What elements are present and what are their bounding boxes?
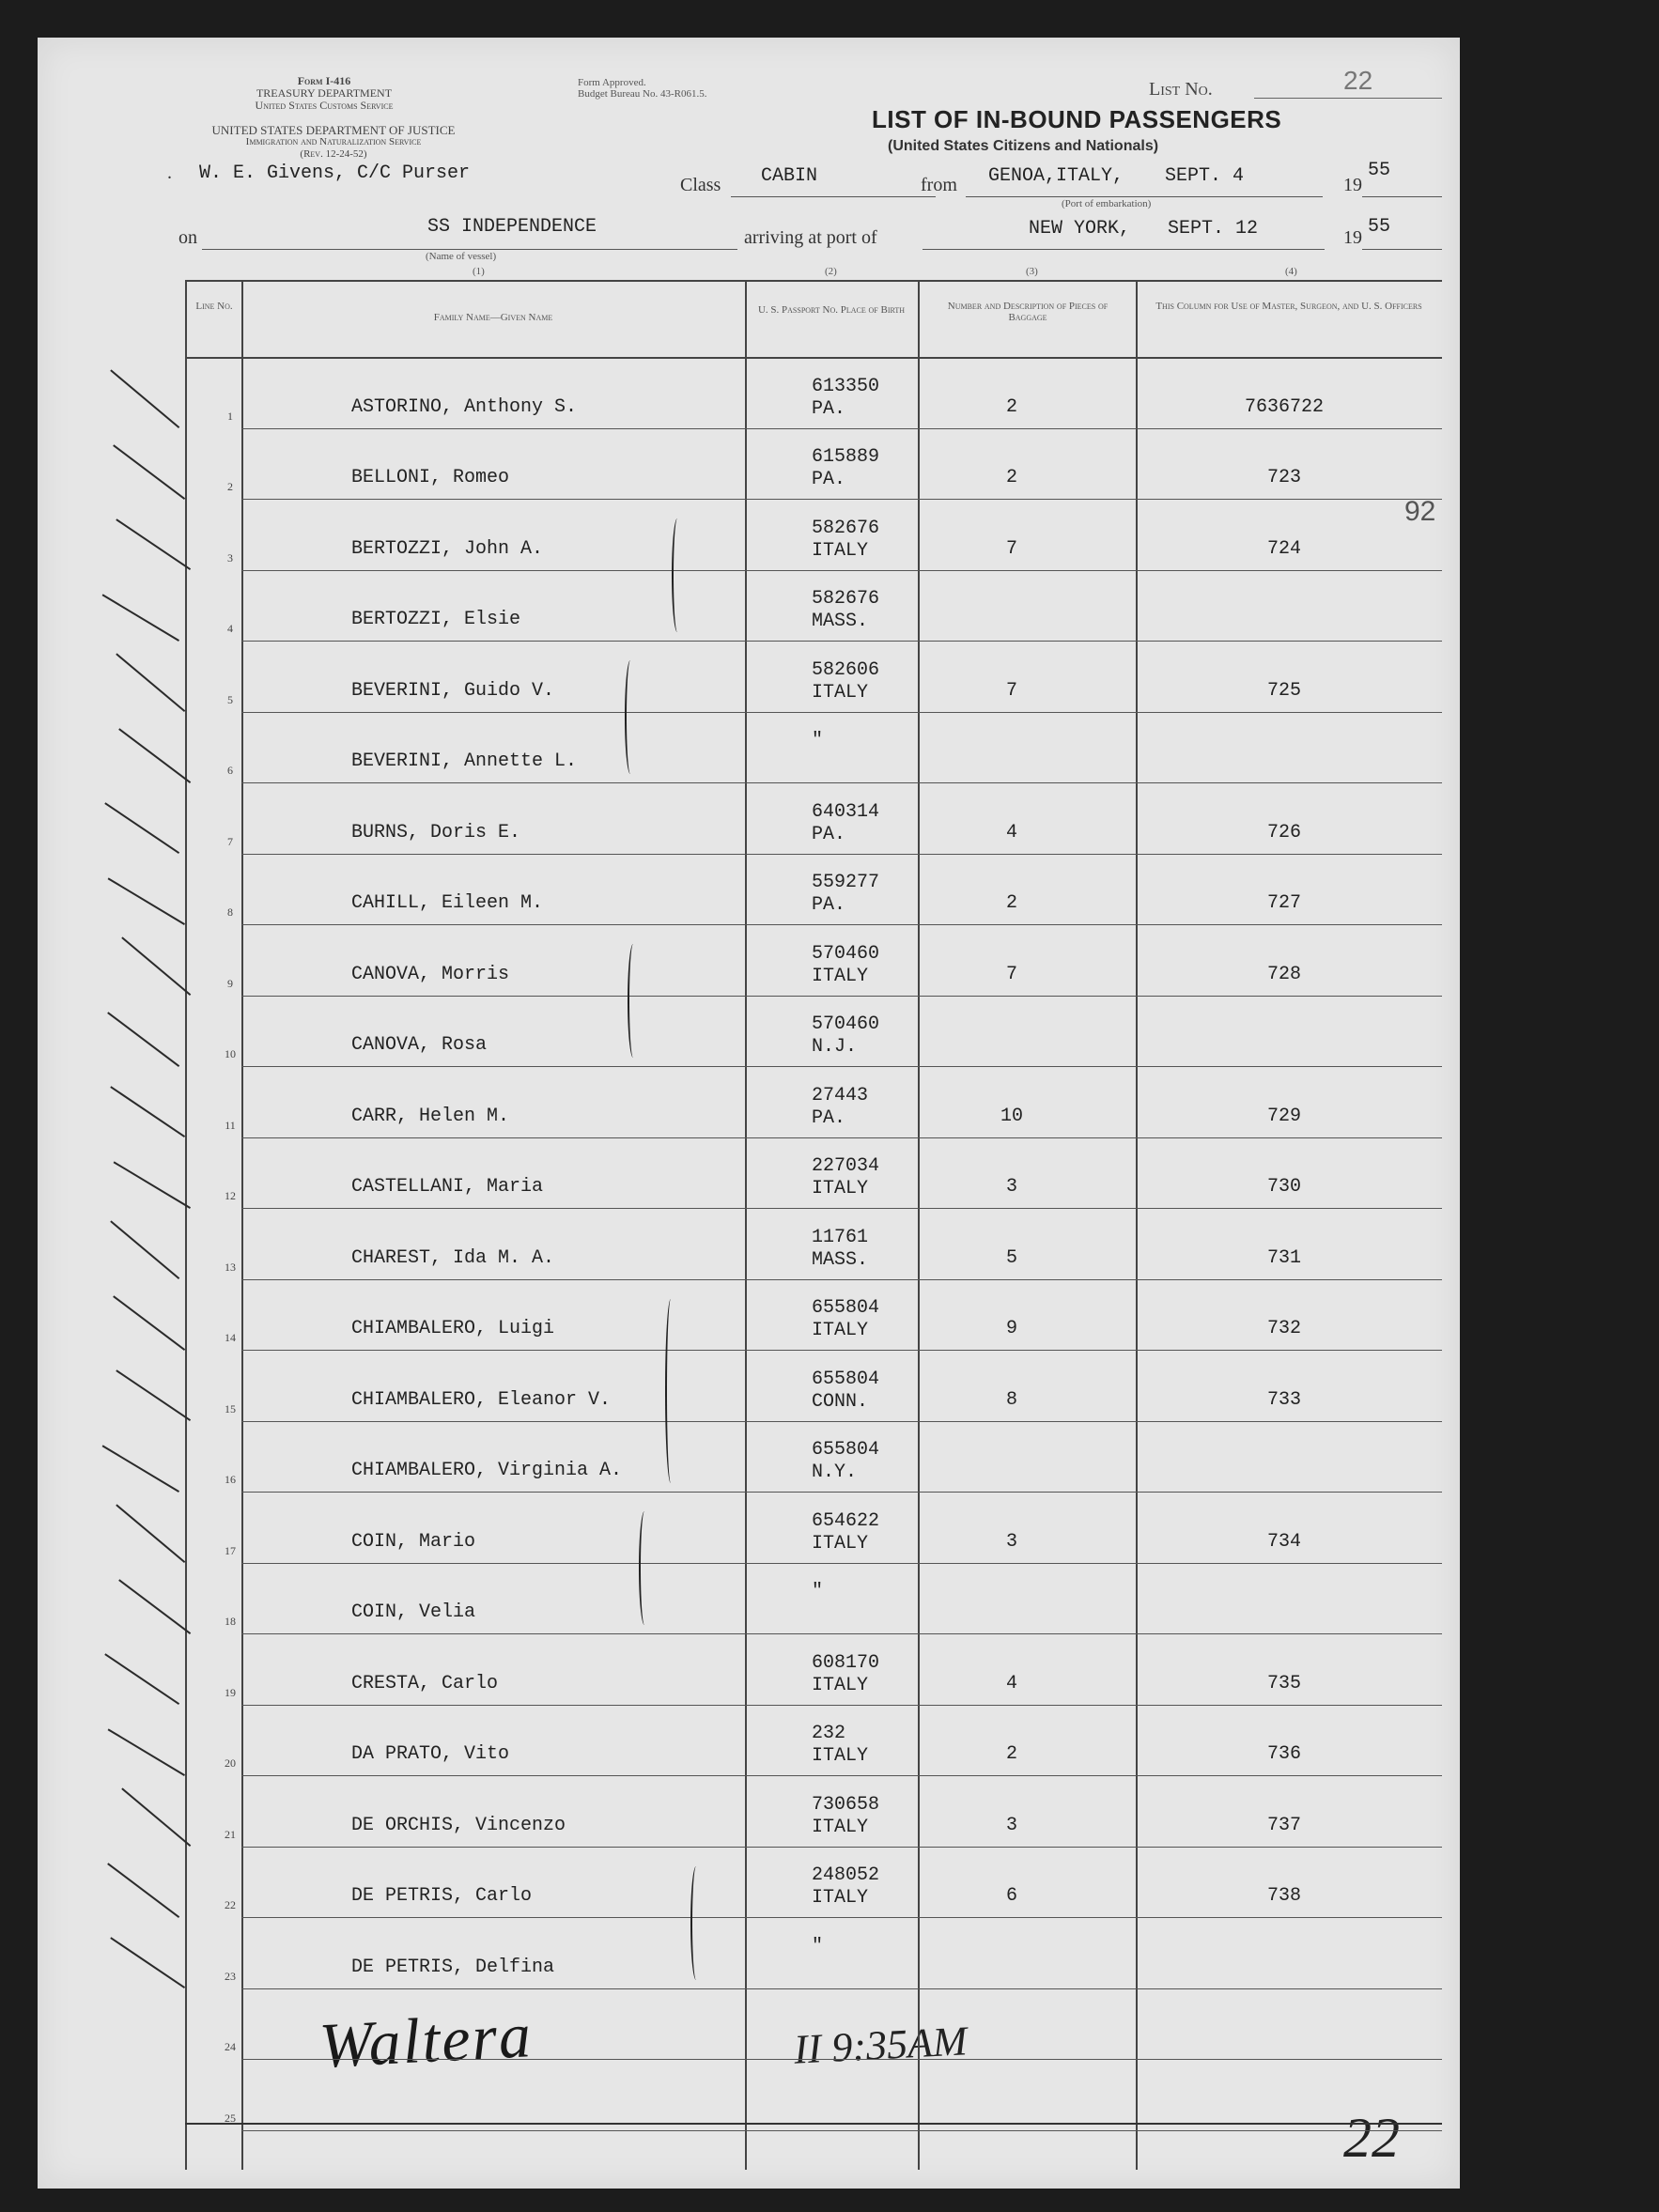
port-of-embarkation: GENOA,ITALY, bbox=[988, 165, 1124, 187]
place-of-birth: PA. bbox=[812, 469, 846, 490]
year-prefix: 19 bbox=[1343, 227, 1362, 248]
line-number: 6 bbox=[227, 764, 233, 777]
place-of-birth: MASS. bbox=[812, 1248, 869, 1271]
place-of-birth: CONN. bbox=[812, 1390, 869, 1413]
line-number: 21 bbox=[225, 1827, 236, 1841]
col-number-2: (2) bbox=[825, 266, 837, 277]
place-of-birth: N.Y. bbox=[812, 1462, 858, 1483]
officer-number: 735 bbox=[1266, 1672, 1301, 1694]
row-rule bbox=[241, 2130, 1442, 2131]
officer-number: 7636722 bbox=[1244, 395, 1324, 418]
place-of-birth: N.J. bbox=[812, 1036, 858, 1058]
baggage-count: 3 bbox=[1005, 1814, 1017, 1836]
passport-number: 232 bbox=[812, 1723, 846, 1744]
embarkation-date: SEPT. 4 bbox=[1165, 165, 1245, 187]
passport-number: 608170 bbox=[812, 1651, 880, 1674]
officer-number: 731 bbox=[1266, 1246, 1301, 1269]
baggage-count: 8 bbox=[1005, 1388, 1017, 1411]
arrival-year: 55 bbox=[1368, 216, 1391, 238]
line-number: 11 bbox=[225, 1118, 236, 1132]
bullet-dot: . bbox=[167, 162, 172, 183]
table-row bbox=[185, 1351, 1480, 1422]
baggage-count: 7 bbox=[1005, 963, 1017, 985]
family-group-bracket bbox=[639, 1511, 650, 1625]
table-row bbox=[185, 1564, 1480, 1635]
passport-number: 559277 bbox=[812, 872, 880, 893]
line-number: 25 bbox=[225, 2111, 236, 2125]
line-number: 1 bbox=[227, 409, 233, 423]
class-underline bbox=[731, 196, 936, 197]
class-value: CABIN bbox=[761, 165, 818, 187]
line-number: 8 bbox=[227, 905, 233, 919]
form-header-treasury bbox=[183, 75, 465, 112]
baggage-count: 9 bbox=[1005, 1318, 1017, 1339]
passport-number: 570460 bbox=[812, 942, 880, 965]
passport-number: " bbox=[812, 1935, 824, 1957]
place-of-birth: PA. bbox=[812, 894, 846, 916]
passport-number: 615889 bbox=[812, 446, 880, 468]
table-row bbox=[185, 1067, 1480, 1138]
officer-number: 725 bbox=[1266, 679, 1301, 702]
passport-number: 582676 bbox=[812, 588, 880, 610]
arrival-underline bbox=[923, 249, 1325, 250]
table-row bbox=[185, 1706, 1480, 1777]
baggage-count: 3 bbox=[1005, 1176, 1017, 1198]
passport-number: 570460 bbox=[812, 1013, 880, 1035]
place-of-birth: MASS. bbox=[812, 611, 869, 632]
line-number: 2 bbox=[227, 480, 233, 493]
table-row bbox=[185, 1280, 1480, 1352]
table-row bbox=[185, 642, 1480, 713]
family-group-bracket bbox=[628, 944, 639, 1058]
line-number: 5 bbox=[227, 692, 233, 706]
passenger-name: BEVERINI, Annette L. bbox=[351, 750, 578, 772]
table-row bbox=[185, 1493, 1480, 1564]
passenger-name: CHIAMBALERO, Eleanor V. bbox=[351, 1388, 612, 1411]
baggage-count: 2 bbox=[1005, 395, 1017, 418]
place-of-birth: ITALY bbox=[812, 1320, 869, 1341]
passenger-name: DA PRATO, Vito bbox=[351, 1743, 510, 1765]
table-row bbox=[185, 855, 1480, 926]
embarkation-caption: (Port of embarkation) bbox=[1062, 198, 1152, 209]
table-row bbox=[185, 1422, 1480, 1493]
passport-number: 655804 bbox=[812, 1297, 880, 1319]
table-row bbox=[185, 713, 1480, 784]
passenger-name: DE PETRIS, Carlo bbox=[351, 1885, 533, 1907]
place-of-birth: ITALY bbox=[812, 1674, 869, 1696]
place-of-birth: PA. bbox=[812, 397, 846, 420]
baggage-count: 4 bbox=[1005, 821, 1017, 843]
baggage-count: 6 bbox=[1005, 1885, 1017, 1907]
officer-number: 733 bbox=[1266, 1388, 1301, 1411]
passenger-name: BELLONI, Romeo bbox=[351, 467, 510, 488]
page-subtitle: (United States Citizens and Nationals) bbox=[888, 138, 1159, 154]
header-passport: U. S. Passport No. Place of Birth bbox=[757, 304, 906, 316]
table-row bbox=[185, 1776, 1480, 1848]
form-header-justice bbox=[183, 124, 484, 161]
table-row bbox=[185, 571, 1480, 642]
line-number: 18 bbox=[225, 1615, 236, 1628]
table-row bbox=[185, 925, 1480, 997]
line-number: 9 bbox=[227, 976, 233, 990]
customs-service: United States Customs Service bbox=[255, 99, 394, 112]
baggage-count: 7 bbox=[1005, 537, 1017, 560]
passport-number: 248052 bbox=[812, 1864, 880, 1886]
table-top-border bbox=[185, 280, 1442, 282]
budget-bureau-no: Budget Bureau No. 43-R061.5. bbox=[578, 88, 707, 100]
passenger-name: CHIAMBALERO, Virginia A. bbox=[351, 1460, 623, 1481]
passport-number: 640314 bbox=[812, 800, 880, 823]
header-line-no: Line No. bbox=[195, 301, 233, 312]
baggage-count: 10 bbox=[1000, 1105, 1023, 1127]
col-number-3: (3) bbox=[1026, 266, 1038, 277]
year-underline bbox=[1362, 196, 1442, 197]
line-number: 3 bbox=[227, 550, 233, 565]
form-approved bbox=[578, 77, 706, 100]
family-group-bracket bbox=[690, 1866, 702, 1980]
purser-name: W. E. Givens, C/C Purser bbox=[199, 162, 471, 184]
passenger-name: CHIAMBALERO, Luigi bbox=[351, 1318, 555, 1339]
passport-number: 613350 bbox=[812, 375, 880, 397]
line-number: 19 bbox=[225, 1685, 236, 1699]
revision-date: (Rev. 12-24-52) bbox=[300, 148, 367, 160]
place-of-birth: ITALY bbox=[812, 1532, 869, 1555]
passenger-name: COIN, Velia bbox=[351, 1601, 476, 1623]
table-row bbox=[185, 1209, 1480, 1280]
passenger-name: CRESTA, Carlo bbox=[351, 1672, 499, 1694]
family-group-bracket bbox=[672, 518, 683, 632]
line-number: 14 bbox=[225, 1331, 236, 1344]
header-officers: This Column for Use of Master, Surgeon, and U. S. Officers bbox=[1155, 301, 1422, 312]
officer-number: 732 bbox=[1266, 1318, 1301, 1339]
passenger-name: BERTOZZI, Elsie bbox=[351, 609, 521, 630]
from-label: from bbox=[921, 175, 957, 195]
baggage-count: 2 bbox=[1005, 467, 1017, 488]
place-of-birth: ITALY bbox=[812, 1816, 869, 1838]
col-number-1: (1) bbox=[473, 266, 485, 277]
line-number: 22 bbox=[225, 1898, 236, 1911]
passenger-name: BEVERINI, Guido V. bbox=[351, 679, 555, 702]
form-number: Form I-416 bbox=[297, 74, 351, 87]
place-of-birth: PA. bbox=[812, 1106, 846, 1129]
header-family-name: Family Name—Given Name bbox=[433, 312, 553, 323]
officer-number: 736 bbox=[1266, 1743, 1301, 1765]
officer-number: 729 bbox=[1266, 1105, 1301, 1127]
baggage-count: 4 bbox=[1005, 1672, 1017, 1694]
department-treasury: TREASURY DEPARTMENT bbox=[256, 86, 393, 100]
year-prefix: 19 bbox=[1343, 175, 1362, 195]
officer-number: 726 bbox=[1266, 821, 1301, 843]
line-number: 23 bbox=[225, 1969, 236, 1983]
class-label: Class bbox=[680, 175, 721, 195]
inspection-time-stamp: II 9:35AM bbox=[792, 2018, 969, 2073]
passenger-name: CANOVA, Morris bbox=[351, 963, 510, 985]
place-of-birth: ITALY bbox=[812, 539, 869, 562]
baggage-count: 2 bbox=[1005, 1743, 1017, 1765]
page-title: LIST OF IN-BOUND PASSENGERS bbox=[872, 105, 1282, 133]
table-row bbox=[185, 500, 1480, 571]
line-number: 17 bbox=[225, 1543, 236, 1557]
baggage-count: 7 bbox=[1005, 679, 1017, 702]
officer-number: 723 bbox=[1266, 467, 1301, 488]
place-of-birth: PA. bbox=[812, 823, 846, 845]
col-number-4: (4) bbox=[1285, 266, 1297, 277]
margin-note: 92 bbox=[1404, 496, 1436, 527]
passenger-name: CASTELLANI, Maria bbox=[351, 1176, 544, 1198]
passport-number: " bbox=[812, 1581, 824, 1602]
table-row bbox=[185, 429, 1480, 501]
place-of-birth: ITALY bbox=[812, 1887, 869, 1909]
passport-number: 730658 bbox=[812, 1793, 880, 1816]
passport-number: 655804 bbox=[812, 1368, 880, 1390]
line-number: 7 bbox=[227, 834, 233, 848]
table-row bbox=[185, 358, 1480, 429]
inspector-signature: Waltera bbox=[318, 1999, 535, 2081]
vessel-name: SS INDEPENDENCE bbox=[427, 216, 597, 238]
passport-number: 227034 bbox=[812, 1155, 880, 1177]
list-no-label: List No. bbox=[1149, 79, 1213, 100]
passenger-name: CHAREST, Ida M. A. bbox=[351, 1246, 555, 1269]
passenger-name: DE PETRIS, Delfina bbox=[351, 1956, 555, 1978]
place-of-birth: ITALY bbox=[812, 1745, 869, 1767]
table-row bbox=[185, 1848, 1480, 1919]
place-of-birth: ITALY bbox=[812, 681, 869, 704]
arrival-date: SEPT. 12 bbox=[1168, 218, 1259, 240]
officer-number: 730 bbox=[1266, 1176, 1301, 1198]
passenger-name: BERTOZZI, John A. bbox=[351, 537, 544, 560]
header-baggage: Number and Description of Pieces of Baggage bbox=[947, 301, 1109, 323]
passenger-name: CAHILL, Eileen M. bbox=[351, 892, 544, 914]
place-of-birth: ITALY bbox=[812, 1178, 869, 1199]
line-number: 13 bbox=[225, 1260, 236, 1274]
line-number: 12 bbox=[225, 1189, 236, 1202]
passenger-table bbox=[185, 280, 1480, 2170]
officer-number: 738 bbox=[1266, 1885, 1301, 1907]
table-row bbox=[185, 1138, 1480, 1210]
passport-number: 27443 bbox=[812, 1084, 869, 1106]
table-row bbox=[185, 997, 1480, 1068]
officer-number: 737 bbox=[1266, 1814, 1301, 1836]
line-number: 4 bbox=[227, 622, 233, 635]
immigration-service: Immigration and Naturalization Service bbox=[245, 136, 422, 147]
officer-number: 727 bbox=[1266, 892, 1301, 914]
place-of-birth: ITALY bbox=[812, 965, 869, 987]
vessel-caption: (Name of vessel) bbox=[426, 251, 497, 262]
arriving-label: arriving at port of bbox=[744, 227, 877, 248]
passenger-name: CARR, Helen M. bbox=[351, 1105, 510, 1127]
department-justice: UNITED STATES DEPARTMENT OF JUSTICE bbox=[211, 123, 456, 137]
passport-number: 655804 bbox=[812, 1439, 880, 1461]
passenger-name: COIN, Mario bbox=[351, 1530, 476, 1553]
line-number: 15 bbox=[225, 1401, 236, 1415]
officer-number: 728 bbox=[1266, 963, 1301, 985]
passport-number: " bbox=[812, 730, 824, 751]
family-group-bracket bbox=[665, 1299, 676, 1484]
passport-number: 582676 bbox=[812, 517, 880, 539]
table-row bbox=[185, 1918, 1480, 1989]
officer-number: 724 bbox=[1266, 537, 1301, 560]
page-number-mark: 22 bbox=[1343, 2107, 1400, 2169]
port-of-arrival: NEW YORK, bbox=[1029, 218, 1131, 240]
passenger-name: CANOVA, Rosa bbox=[351, 1034, 488, 1056]
list-no-underline bbox=[1254, 98, 1442, 99]
passport-number: 11761 bbox=[812, 1226, 869, 1248]
family-group-bracket bbox=[625, 660, 636, 774]
line-number: 16 bbox=[225, 1473, 236, 1486]
vessel-underline bbox=[202, 249, 737, 250]
line-number: 10 bbox=[225, 1047, 236, 1060]
year-underline bbox=[1362, 249, 1442, 250]
line-number: 24 bbox=[225, 2040, 236, 2053]
passenger-name: DE ORCHIS, Vincenzo bbox=[351, 1814, 566, 1836]
table-row bbox=[185, 1989, 1480, 2061]
table-bottom-border bbox=[185, 2123, 1442, 2125]
embarkation-year: 55 bbox=[1368, 160, 1391, 181]
table-row bbox=[185, 1634, 1480, 1706]
form-approved-label: Form Approved. bbox=[578, 77, 646, 88]
table-row bbox=[185, 2060, 1480, 2131]
baggage-count: 2 bbox=[1005, 892, 1017, 914]
from-underline bbox=[966, 196, 1323, 197]
passenger-name: ASTORINO, Anthony S. bbox=[351, 395, 578, 418]
passenger-name: BURNS, Doris E. bbox=[351, 821, 521, 843]
list-no-value: 22 bbox=[1343, 66, 1373, 95]
line-number: 20 bbox=[225, 1756, 236, 1770]
baggage-count: 5 bbox=[1005, 1246, 1017, 1269]
passport-number: 654622 bbox=[812, 1509, 880, 1532]
on-label: on bbox=[178, 227, 197, 248]
officer-number: 734 bbox=[1266, 1530, 1301, 1553]
baggage-count: 3 bbox=[1005, 1530, 1017, 1553]
passport-number: 582606 bbox=[812, 658, 880, 681]
table-row bbox=[185, 783, 1480, 855]
